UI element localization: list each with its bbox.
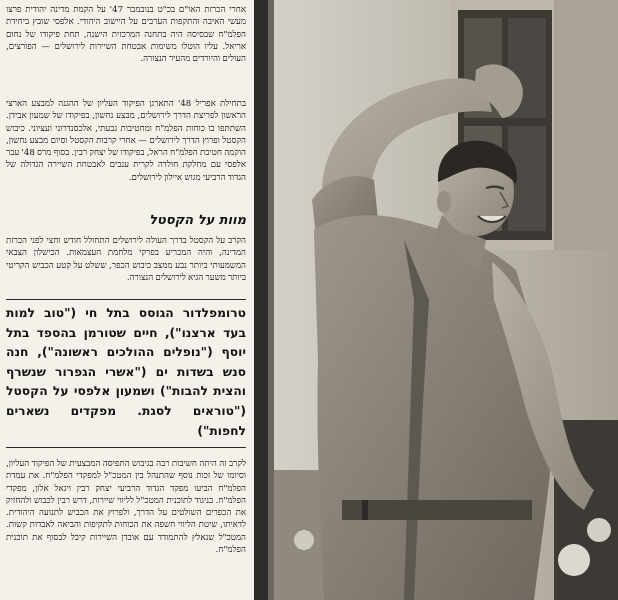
article-paragraph: הקרב על הקסטל בדרך העולה לירושלים התחולל חודש וחצי לפני הכרזת המדינה, והיה המכריע בפרקי מלחמת העצמאות. הכישלון הצבאי המשמעותי ביותר נבע ממצב כיבוש הכפר, ששלט על קטע הכביש הקריטי ביותר משער הגיא לירושלים הנצורה.	[6, 236, 246, 283]
article-paragraph: לקרב זה היתה חשיבות רבה בגיבוש התפיסה המבצעית של הפיקוד העליון, וסיומו של זכות נוסף שהתנהל בין המטכ"ל למפקדי הפלמ"ח. את עמדת הפלמ"ח הביעו מפקד הגדוד הרביעי יצחק רבין ויגאל אלון, מפקדי הפלמ"ח. בניגוד לתוכנית המטכ"ל לליווי שיירות, דרש רבין לכבוש ולהחזיק את הכפרים השולטים על הדרך, ולפרוץ את הכביש לתנועה היהודית. לדאיתו, שיטת הליווי חשפה את הכוחות לתקיפות והביאה לאבדות קשות. המטכ"ל שנאלץ להתמודד עם אובדן השיירות קיבל לבסוף את תוכנית הפלמ"ח.	[6, 459, 246, 556]
article-paragraph: אחרי הכרזת האו"ם בכ"ט בנובמבר 47' על הקמת מדינה יהודית פרצו מעשי האיבה והתקפות הערבים על היישוב היהודי. אלפסי שובץ ביחידת הפלמ"ח שבסיסה היה בתחנה המרכזית הישנה, תחת פיקודו של נחום אריאל. עליו הוטלו משימות אבטחת השיירות לירושלים — הפורצים, העולים והיורדים מהעיר הנצורה.	[6, 5, 247, 65]
article-text-column	[6, 0, 246, 600]
pull-quote-bottom-rule	[6, 447, 246, 448]
pull-quote: טרומפלדור הגוסס בתל חי ("טוב למות בעד ארצנו"), חיים שטורמן בהספד בתל יוסף ("נופלים ההולכים ראשונה"), חנה סנש בשדות ים ("אשרי הגפרור שנשרף והצית להבות") ושמעון אלפסי על הקסטל ("טוראים לסגת. מפקדים נשארים לחפות")	[6, 306, 246, 438]
section-subheading: מוות על הקסטל	[149, 213, 246, 228]
article-paragraph: בתחילת אפריל 48' התארגן הפיקוד העליון של ההגנה למבצע הארצי הראשון לפריצת הדרך לירושלים, מבצע נחשון, בפיקודו של שמעון אבידן. השתתפו בו כוחות הפלמ"ח ומחטיבות גבעתי, אלכסנדרוני ועציוני. כיבוש הקסטל ופרוץ הדרך לירושלים — אחרי קרבות הקסטל וסיום מבצע נחשון, הוקמה חטיבת הפלמ"ח הראל, בפיקודו של יצחק רבין. בסוף מרס 48' עבר אלפסי עם מחלקת חולדה לקרית ענבים לאבטחת השיירה הגדולה של הגדוד הרביעי מגוש איילון לירושלים.	[6, 99, 246, 183]
portrait-photo	[254, 0, 618, 600]
pull-quote-top-rule	[6, 299, 246, 300]
